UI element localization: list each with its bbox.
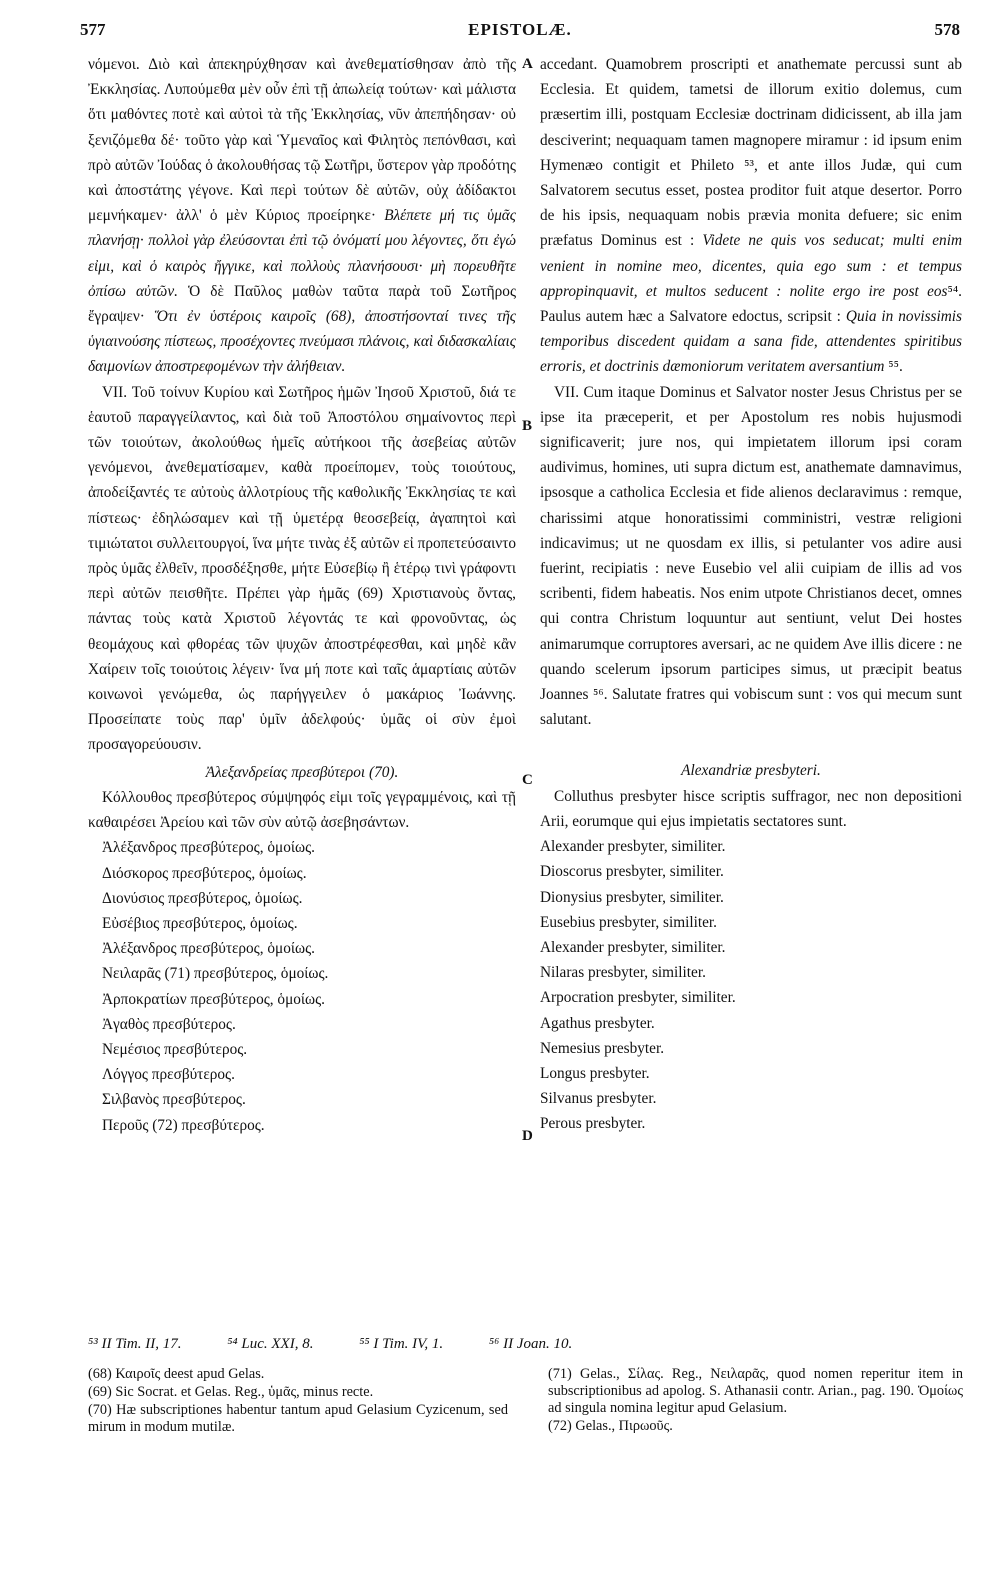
latin-signature-line: Nemesius presbyter. — [540, 1039, 665, 1057]
greek-signature-line: Ἀρποκρατίων πρεσβύτερος, ὁμοίως. — [102, 990, 325, 1008]
greek-signature-line: Διόσκορος πρεσβύτερος, ὁμοίως. — [102, 864, 307, 882]
scripture-ref: ⁵⁶ II Joan. 10. — [488, 1336, 573, 1352]
latin-column — [540, 52, 962, 1137]
margin-letter-d: D — [522, 1128, 533, 1144]
footnotes-right — [548, 1366, 963, 1436]
greek-column — [88, 52, 516, 1138]
greek-signature-line: Διονύσιος πρεσβύτερος, ὁμοίως. — [102, 889, 303, 907]
greek-signature-line: Ἀλέξανδρος πρεσβύτερος, ὁμοίως. — [102, 839, 315, 857]
greek-signatories-heading: Ἀλεξανδρείας πρεσβύτεροι (70). — [205, 763, 399, 781]
greek-signature-line: Περοῦς (72) πρεσβύτερος. — [102, 1116, 265, 1134]
latin-signature-line: Perous presbyter. — [540, 1115, 646, 1133]
latin-signature-line: Longus presbyter. — [540, 1064, 650, 1082]
latin-signature-first: Colluthus presbyter hisce scriptis suffragor, nec non depositioni Arii, eorumque qui ejus impietatis sectatores sunt. — [540, 787, 962, 830]
latin-quotation-luke: Videte ne quis vos seducat; multi enim venient in nomine meo, dicentes, quia ego sum : et tempus appropinquavit, et multos seducent : nolite ergo ire post eos — [540, 232, 962, 300]
greek-paragraph-1: νόμενοι. Διὸ καὶ ἀπεκηρύχθησαν καὶ ἀνεθεματίσθησαν ἀπὸ τῆς Ἐκκλησίας. Λυπούμεθα μὲν οὖν ἐπὶ τῇ ἀπωλείᾳ τούτων· καὶ μάλιστα ὅτι μαθόντες ποτὲ καὶ αὐτοὶ τὰ τῆς Ἐκκλησίας, νῦν ἀπεπήδησαν· οὐ ξενιζόμεθα δέ· τοῦτο γὰρ καὶ Ὑμεναῖος καὶ Φιλητὸς πεπόνθασι, καὶ πρὸ αὐτῶν Ἰούδας ὁ ἀκολουθήσας τῷ Σωτῆρι, ὕστερον γὰρ προδότης καὶ ἀποστάτης γέγονε. Καὶ περὶ τούτων δὲ αὐτῶν, οὐχ ἀδίδακτοι μεμνήκαμεν· ἀλλ' ὁ μὲν Κύριος προείρηκε· Βλέπετε μή τις ὑμᾶς πλανήσῃ· πολλοὶ γὰρ ἐλεύσονται ἐπὶ τῷ ὀνόματί μου λέγοντες, ὅτι ἐγώ εἰμι, καὶ ὁ καιρὸς ἤγγικε, καὶ πολλοὺς πλανήσουσι· μὴ πορευθῆτε ὀπίσω αὐτῶν. Ὁ δὲ Παῦλος μαθὼν ταῦτα παρὰ τοῦ Σωτῆρος ἔγραψεν· Ὅτι ἐν ὑστέροις καιροῖς (68), ἀποστήσονταί τινες τῆς ὑγιαινούσης πίστεως, προσέχοντες πνεύμασι πλάνοις, καὶ διδασκαλίαις δαιμονίων ἀποστρεφομένων τὴν ἀλήθειαν. — [88, 56, 517, 376]
latin-quotation-timothy: Quia in novissimis temporibus discedent quidam a sana fide, attendentes spiritibus erroris, et doctrinis dæmoniorum veritatem aversantium — [540, 308, 963, 376]
greek-quotation-timothy: Ὅτι ἐν ὑστέροις καιροῖς (68), ἀποστήσονταί τινες τῆς ὑγιαινούσης πίστεως, προσέχοντες πνεύμασι πλάνοις, καὶ διδασκαλίαις δαιμονίων ἀποστρεφομένων τὴν ἀλήθειαν. — [88, 308, 516, 376]
greek-signature-line: Λόγγος πρεσβύτερος. — [102, 1066, 235, 1084]
footnote: (71) Gelas., Σίλας. Reg., Νειλαρᾶς, quod nomen reperitur item in subscriptionibus ad apolog. S. Athanasii contr. Arian., pag. 190. Ὁμοίως ad singula nomina legitur apud Gelasium. — [548, 1366, 963, 1416]
latin-signature-line: Alexander presbyter, similiter. — [540, 838, 726, 856]
footnote: (68) Καιροῖς deest apud Gelas. — [88, 1366, 265, 1382]
latin-signatures — [540, 784, 962, 1137]
greek-signature-line: Νεμέσιος πρεσβύτερος. — [102, 1040, 248, 1058]
greek-signature-first: Κόλλουθος πρεσβύτερος σύμψηφός εἰμι τοῖς γεγραμμένοις, καὶ τῇ καθαιρέσει Ἀρείου καὶ τῶν σὺν αὐτῷ ἀσεβησάντων. — [88, 788, 516, 832]
greek-signatures — [88, 785, 516, 1138]
latin-paragraph-1: accedant. Quamobrem proscripti et anathemate percussi sunt ab Ecclesia. Et quidem, tametsi de illorum exitio dolemus, cum præsertim illi, postquam Ecclesiæ doctrinam didicissent, ab illa jam desciverint; nequaquam tamen magnopere miramur : id ipsum enim Hymenæo contigit et Phileto ⁵³, et ante illos Judæ, qui cum Salvatorem secutus esset, postea proditor fuit atque desertor. Porro de his ipsis, nequaquam nobis prævia monita defuere; sic enim præfatus Dominus est : Videte ne quis vos seducat; multi enim venient in nomine meo, dicentes, quia ego sum : et tempus appropinquavit, et multos seducent : nolite ergo ire post eos⁵⁴. Paulus autem hæc a Salvatore edoctus, scripsit : Quia in novissimis temporibus discedent quidam a sana fide, attendentes spiritibus erroris, et doctrinis dæmoniorum veritatem aversantium ⁵⁵. — [540, 56, 963, 376]
greek-quotation-luke: Βλέπετε μή τις ὑμᾶς πλανήσῃ· πολλοὶ γὰρ ἐλεύσονται ἐπὶ τῷ ὀνόματί μου λέγοντες, ὅτι ἐγώ εἰμι, καὶ ὁ καιρὸς ἤγγικε, καὶ πολλοὺς πλανήσουσι· μὴ πορευθῆτε ὀπίσω αὐτῶν. — [88, 207, 517, 300]
latin-signature-line: Dionysius presbyter, similiter. — [540, 888, 724, 906]
page-number-right: 578 — [934, 20, 960, 39]
footnote: (72) Gelas., Πιρωοῦς. — [548, 1418, 673, 1434]
latin-signature-line: Eusebius presbyter, similiter. — [540, 913, 717, 931]
scripture-ref: ⁵³ II Tim. II, 17. — [88, 1336, 182, 1352]
latin-signature-line: Silvanus presbyter. — [540, 1090, 657, 1108]
greek-signature-line: Εὐσέβιος πρεσβύτερος, ὁμοίως. — [102, 914, 298, 932]
running-title: EPISTOLÆ. — [468, 20, 572, 39]
latin-signatories-heading: Alexandriæ presbyteri. — [681, 762, 821, 780]
margin-letter-c: C — [522, 772, 533, 788]
margin-letter-b: B — [522, 418, 533, 434]
scripture-ref: ⁵⁵ I Tim. IV, 1. — [359, 1336, 444, 1352]
margin-letter-a: A — [522, 56, 533, 72]
footnote: (70) Hæ subscriptiones habentur tantum apud Gelasium Cyzicenum, sed mirum in modum mutilæ. — [88, 1402, 508, 1435]
latin-signature-line: Nilaras presbyter, similiter. — [540, 964, 706, 982]
greek-paragraph-2: VII. Τοῦ τοίνυν Κυρίου καὶ Σωτῆρος ἡμῶν Ἰησοῦ Χριστοῦ, διά τε ἑαυτοῦ παραγγείλαντος, καὶ διὰ τοῦ Ἀποστόλου σημαίνοντος περὶ τῶν τοιούτων, ἀκολούθως ἡμεῖς αὐτήκοοι τῆς ἀσεβείας αὐτῶν γενόμενοι, ἀνεθεματίσαμεν, καθὰ προείπομεν, τοὺς τοιούτους, ἀποδείξαντές τε αὐτοὺς ἀλλοτρίους τῆς καθολικῆς Ἐκκλησίας τε καὶ πίστεως· ἐδηλώσαμεν καὶ τῇ ὑμετέρᾳ θεοσεβείᾳ, ἀγαπητοὶ καὶ τιμιώτατοι συλλειτουργοί, ἵνα μήτε τινὰς ἐξ αὐτῶν εἰ προπετεύσαιντο πρὸς ὑμᾶς ἐλθεῖν, προσδέξησθε, μήτε Εὐσεβίῳ ἢ ἑτέρῳ τινὶ γράφοντι περὶ αὐτῶν πεισθῆτε. Πρέπει γὰρ ἡμᾶς (69) Χριστιανοὺς ὄντας, πάντας τοὺς κατὰ Χριστοῦ λέγοντάς τε καὶ φρονοῦντας, ὡς θεομάχους καὶ φθορέας τῶν ψυχῶν ἀποστρέφεσθαι, καὶ μηδὲ κἂν Χαίρειν τοῖς τοιούτοις λέγειν· ἵνα μή ποτε καὶ ταῖς ἁμαρτίαις αὐτῶν κοινωνοὶ γενώμεθα, ὡς παρήγγειλεν ὁ μακάριος Ἰωάννης. Προσείπατε τοὺς παρ' ὑμῖν ἀδελφούς· ὑμᾶς οἱ σὺν ἐμοὶ προσαγορεύουσιν. — [88, 383, 516, 754]
latin-signature-line: Agathus presbyter. — [540, 1014, 655, 1032]
latin-signature-line: Alexander presbyter, similiter. — [540, 938, 726, 956]
greek-signature-line: Ἀγαθὸς πρεσβύτερος. — [102, 1015, 236, 1033]
page-number-left: 577 — [80, 20, 106, 39]
running-header — [80, 20, 960, 48]
greek-signature-line: Νειλαρᾶς (71) πρεσβύτερος, ὁμοίως. — [102, 965, 329, 983]
latin-signature-line: Dioscorus presbyter, similiter. — [540, 863, 724, 881]
footnotes-left — [88, 1366, 508, 1437]
latin-signature-line: Arpocration presbyter, similiter. — [540, 989, 736, 1007]
greek-signature-line: Ἀλέξανδρος πρεσβύτερος, ὁμοίως. — [102, 940, 315, 958]
footnote: (69) Sic Socrat. et Gelas. Reg., ὑμᾶς, minus recte. — [88, 1384, 374, 1400]
latin-paragraph-2: VII. Cum itaque Dominus et Salvator noster Jesus Christus per se ipse ita præceperit, et per Apostolum res nobis hujusmodi significaverit; jure nos, qui impietatem illorum ipsi coram audivimus, homines, uti supra dictum est, anathemate damnavimus, ipsosque a catholica Ecclesia et fide alienos declaravimus : remque, charissimi atque honoratissimi comministri, vestræ religioni indicavimus; ut ne quosdam ex illis, si petulanter vos adire ausi fuerint, recipiatis : neve Eusebio vel alii cuipiam de illis ad vos scribenti, fidem habeatis. Nos enim utpote Christianos decet, omnes qui contra Christum loquuntur aut sentiunt, velut Dei hostes animarumque corruptores aversari, ac ne quidem Ave illis dicere : ne quando scelerum ipsorum participes simus, ut præcipit beatus Joannes ⁵⁶. Salutate fratres qui vobiscum sunt : vos qui mecum sunt salutant. — [540, 383, 962, 729]
scripture-references — [88, 1336, 968, 1353]
scripture-ref: ⁵⁴ Luc. XXI, 8. — [227, 1336, 314, 1352]
greek-signature-line: Σιλβανὸς πρεσβύτερος. — [102, 1091, 246, 1109]
